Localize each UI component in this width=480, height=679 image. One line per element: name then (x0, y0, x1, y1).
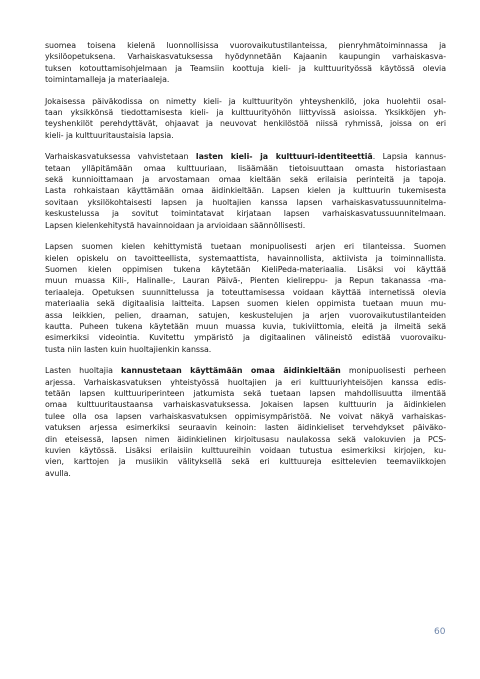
text-line (45, 365, 446, 376)
page-number: 60 (434, 627, 446, 637)
text-segment: toimintamalleja ja materiaaleja. (45, 75, 170, 85)
text-segment: Varhaiskasvatuksessa vahvistetaan (45, 152, 196, 162)
text-line (45, 174, 446, 185)
text-line (45, 264, 446, 275)
text-segment: yksilöopetuksena. Varhaiskasvatuksessa hyödynnetään Kajaanin kaupungin varhaiskasva- (45, 52, 446, 62)
text-segment: vatuksen arjessa esimerkiksi seuraavin keinoin: lasten äidinkieliset tervehdykset päiväko- (45, 423, 446, 433)
text-line (45, 445, 446, 456)
text-line (45, 468, 446, 479)
text-line (45, 51, 446, 62)
text-line (45, 151, 446, 162)
text-segment: teyshenkilöt perehdyttävät, ohjaavat ja neuvovat henkilöstöä niissä ryhmissä, joissa on eri (45, 119, 446, 129)
text-segment: Lasten huoltajia (45, 366, 122, 376)
text-segment: tetään lapsen kulttuuriperinteen jatkumista sekä tuetaan lapsen mahdollisuutta ilmentää (45, 388, 446, 398)
text-segment: Lapsen kielenkehitystä havainnoidaan ja arvioidaan säännöllisesti. (45, 220, 306, 230)
text-segment: sovitaan yksilökohtaisesti lapsen ja huoltajien kanssa lapsen varhaiskasvatussuunnitelma- (45, 197, 446, 207)
text-segment: avulla. (45, 468, 71, 478)
text-segment: tetaan ylläpitämään omaa kulttuuriaan, lisäämään tietoisuuttaan omasta historiastaan (45, 163, 446, 173)
text-line (45, 332, 446, 343)
text-line (45, 434, 446, 445)
bold-phrase: kannustetaan käyttämään omaa äidinkieltään (121, 366, 341, 376)
text-line (45, 411, 446, 422)
text-line (45, 96, 446, 107)
text-line (45, 208, 446, 219)
text-line (45, 377, 446, 388)
text-line (45, 107, 446, 118)
paragraph (45, 40, 446, 86)
text-segment: kautta. Puheen tukena käytetään muun muassa kuvia, tukiviittomia, eleitä ja ilmeitä sekä (45, 321, 446, 331)
text-line (45, 253, 446, 264)
text-segment: esimerkiksi videointia. Kuvitettu ympäristö ja digitaalinen välineistö edistää vuorovaiku- (45, 333, 446, 343)
text-line (45, 456, 446, 467)
text-segment: assa leikkien, pelien, draaman, satujen, keskustelujen ja arjen vuorovaikutustilanteiden (45, 310, 446, 320)
text-segment: sekä kunnioittamaan ja arvostamaan omaa kieltään sekä erilaisia perinteitä ja tapoja. (45, 175, 446, 185)
text-segment: tuksen kotouttamisohjelmaan ja Teamsiin koottuja kieli- ja kulttuurityössä käytössä olevia (45, 63, 446, 73)
text-line (45, 298, 446, 309)
text-segment: monipuolisesti perheen (340, 366, 446, 376)
text-line (45, 185, 446, 196)
text-line (45, 310, 446, 321)
text-segment: kieli- ja kulttuuritaustaisia lapsia. (45, 130, 174, 140)
body-text (45, 40, 446, 489)
text-line (45, 130, 446, 141)
text-line (45, 40, 446, 51)
text-line (45, 399, 446, 410)
text-segment: muun muassa Kili-, Halinalle-, Lauran Päivä-, Pienten kielireppu- ja Repun takanassa -ma- (45, 276, 446, 286)
text-segment: taan yksikkönsä tiedottamisesta kieli- ja kulttuurityöhön liittyvissä asioissa. Yksikköjen yh- (45, 108, 446, 118)
text-line (45, 63, 446, 74)
paragraph (45, 96, 446, 142)
bold-phrase: lasten kieli- ja kulttuuri-identiteettiä (195, 152, 373, 162)
text-line (45, 118, 446, 129)
text-line (45, 220, 446, 231)
text-segment: materiaalia sekä digitaalisia laitteita. Lapsen suomen kielen oppimista tuetaan muun mu- (45, 299, 446, 309)
text-line (45, 321, 446, 332)
text-segment: Suomen kielen oppimisen tukena käytetään KieliPeda-materiaalia. Lisäksi voi käyttää (45, 264, 446, 274)
paragraph (45, 365, 446, 479)
paragraph (45, 151, 446, 231)
text-line (45, 388, 446, 399)
text-segment: tulee olla osa lapsen varhaiskasvatuksen oppimisympäristöä. Ne voivat näkyä varhaiskas- (45, 411, 446, 421)
text-segment: Lasta rohkaistaan käyttämään omaa äidinkieltään. Lapsen kielen ja kulttuurin tukemisesta (45, 186, 446, 196)
paragraph (45, 241, 446, 355)
text-segment: kielen opiskelu on tavoitteellista, systemaattista, havainnollista, aktiivista ja toiminnallista. (45, 253, 446, 263)
text-segment: vien, karttojen ja musiikin välityksellä sekä eri kulttuureja esittelevien teemaviikkojen (45, 457, 446, 467)
text-line (45, 197, 446, 208)
text-segment: Jokaisessa päiväkodissa on nimetty kieli- ja kulttuurityön yhteyshenkilö, joka huolehtii osal- (45, 96, 446, 106)
text-segment: teriaaleja. Opetuksen suunnittelussa ja toteuttamisessa voidaan käyttää internetissä olevia (45, 287, 446, 297)
text-line (45, 163, 446, 174)
text-segment: Lapsen suomen kielen kehittymistä tuetaan monipuolisesti arjen eri tilanteissa. Suomen (45, 242, 446, 252)
text-segment: keskustelussa ja sovitut toimintatavat kirjataan lapsen varhaiskasvatussuunnitelmaan. (45, 209, 446, 219)
text-segment: din eteisessä, lapsen nimen äidinkielinen kirjoitusasu naulakossa sekä valokuvien ja PCS- (45, 434, 446, 444)
text-segment: omaa kulttuuritaustaansa varhaiskasvatuksessa. Jokaisen lapsen kulttuurin ja äidinkielen (45, 400, 446, 410)
text-line (45, 422, 446, 433)
text-segment: tusta niin lasten kuin huoltajienkin kanssa. (45, 344, 212, 354)
text-line (45, 344, 446, 355)
text-line (45, 287, 446, 298)
text-segment: kuvien käytössä. Lisäksi erilaisiin kulttuureihin voidaan tutustua esimerkiksi kirjojen, ku- (45, 446, 446, 455)
text-line (45, 74, 446, 85)
text-line (45, 241, 446, 252)
text-segment: arjessa. Varhaiskasvatuksen yhteistyössä huoltajien ja eri kulttuuriyhteisöjen kanssa edis- (45, 377, 446, 387)
text-segment: suomea toisena kielenä luonnollisissa vuorovaikutustilanteissa, pienryhmätoiminnassa ja (45, 41, 446, 50)
text-segment: . Lapsia kannus- (372, 152, 446, 162)
text-line (45, 275, 446, 286)
